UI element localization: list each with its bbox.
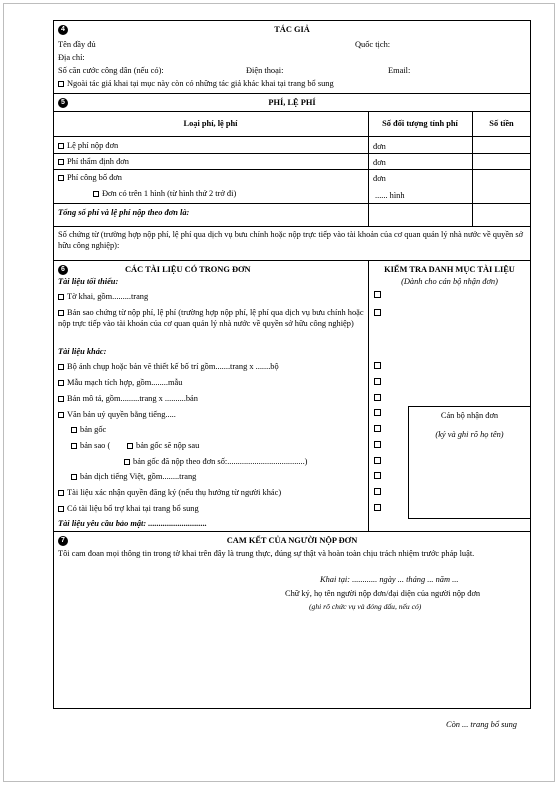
doc-label: Tờ khai, gồm.........trang: [67, 292, 149, 301]
section-7-title: CAM KẾT CỦA NGƯỜI NỘP ĐƠN: [226, 536, 358, 545]
fee-row-label: Phí công bố đơn: [67, 173, 122, 182]
applicant-signature-label: Chữ ký, họ tên người nộp đơn/đại diện của người nộp đơn: [285, 589, 481, 598]
fee-row-examination[interactable]: [58, 157, 129, 167]
doc-photos-checkbox[interactable]: [58, 364, 64, 370]
section-4-number: 4: [58, 24, 68, 35]
divider: [53, 260, 531, 261]
divider: [53, 531, 531, 532]
fee-row-label: Đơn có trên 1 hình (từ hình thứ 2 trở đi): [102, 189, 237, 198]
doc-description-checkbox[interactable]: [58, 396, 64, 402]
doc-copy-checkbox[interactable]: [71, 443, 77, 449]
check-description-checkbox[interactable]: [374, 394, 381, 401]
doc-photos[interactable]: [58, 362, 279, 372]
fee-row-unit: đơn: [373, 174, 386, 183]
divider: [53, 169, 531, 170]
doc-translation[interactable]: [71, 472, 196, 482]
document-check-title: KIỂM TRA DANH MỤC TÀI LIỆU: [384, 265, 515, 274]
section-7-number: 7: [58, 535, 68, 546]
check-copy-filed-checkbox[interactable]: [374, 457, 381, 464]
fee-row-publication[interactable]: [58, 173, 122, 183]
fee-row-unit: đơn: [373, 158, 386, 167]
section-5-number: 5: [58, 97, 68, 108]
doc-label: Bộ ảnh chụp hoặc bản vẽ thiết kế bố trí gồm.......trang x .......bộ: [67, 362, 279, 371]
declared-at-field[interactable]: Khai tại: ............ ngày ... tháng ... năm ...: [320, 575, 459, 584]
author-full-name-field[interactable]: Tên đầy đủ: [58, 40, 96, 49]
doc-original-checkbox[interactable]: [71, 427, 77, 433]
check-original-checkbox[interactable]: [374, 425, 381, 432]
doc-ownership[interactable]: [58, 488, 281, 498]
section-6-number: 6: [58, 264, 68, 275]
author-id-field[interactable]: Số căn cước công dân (nếu có):: [58, 66, 164, 75]
doc-supplement[interactable]: [58, 504, 199, 514]
doc-label: bản dịch tiếng Việt, gồm........trang: [80, 472, 197, 481]
confidential-documents-field[interactable]: Tài liệu yêu cầu bảo mật: ............................: [58, 519, 207, 528]
doc-declaration[interactable]: [58, 292, 148, 302]
doc-copy-filed[interactable]: [124, 457, 307, 467]
fee-count-header: Số đối tượng tính phí: [382, 119, 458, 128]
divider: [53, 203, 531, 204]
fee-publication-checkbox[interactable]: [58, 175, 64, 181]
documents-column-divider: [368, 260, 369, 531]
check-fee-receipt-checkbox[interactable]: [374, 309, 381, 316]
doc-label: bản gốc sẽ nộp sau: [136, 441, 200, 450]
doc-ic-sample[interactable]: [58, 378, 182, 388]
fee-row-unit: ...... hình: [375, 191, 405, 200]
doc-declaration-checkbox[interactable]: [58, 294, 64, 300]
doc-label: Có tài liệu bổ trợ khai tại trang bổ sung: [67, 504, 199, 513]
divider: [53, 226, 531, 227]
fee-total-label: Tổng số phí và lệ phí nộp theo đơn là:: [58, 208, 190, 217]
doc-description[interactable]: [58, 394, 198, 404]
doc-authorization[interactable]: [58, 410, 176, 420]
section-6-title: CÁC TÀI LIỆU CÓ TRONG ĐƠN: [125, 265, 251, 274]
doc-supplement-checkbox[interactable]: [58, 506, 64, 512]
other-documents-label: Tài liệu khác:: [58, 347, 107, 356]
doc-translation-checkbox[interactable]: [71, 474, 77, 480]
check-translation-checkbox[interactable]: [374, 472, 381, 479]
doc-authorization-checkbox[interactable]: [58, 412, 64, 418]
fee-row-extra-images[interactable]: [93, 189, 236, 199]
doc-label: Mẫu mạch tích hợp, gồm........mẫu: [67, 378, 183, 387]
check-supplement-checkbox[interactable]: [374, 504, 381, 511]
doc-fee-receipt-checkbox[interactable]: [58, 310, 64, 316]
author-nationality-field[interactable]: Quốc tịch:: [355, 40, 391, 49]
doc-original[interactable]: [71, 425, 106, 435]
doc-ic-sample-checkbox[interactable]: [58, 380, 64, 386]
fee-extra-images-checkbox[interactable]: [93, 191, 99, 197]
receipt-number-field[interactable]: Số chứng từ (trường hợp nộp phí, lệ phí qua dịch vụ bưu chính hoặc nộp trực tiếp vào tài khoản của cơ quan quản lý nhà nước về quyền sở hữu công nghiệp):: [58, 230, 524, 250]
fee-row-label: Lệ phí nộp đơn: [67, 141, 119, 150]
author-phone-field[interactable]: Điện thoại:: [246, 66, 284, 75]
other-authors-checkbox[interactable]: [58, 81, 64, 87]
fee-row-label: Phí thẩm định đơn: [67, 157, 129, 166]
doc-copy-later[interactable]: [127, 441, 199, 451]
doc-label: Bản sao chứng từ nộp phí, lệ phí (trường hợp nộp phí, lệ phí qua dịch vụ bưu chính hoặc nộp trực tiếp vào tài khoản của cơ quan quản lý nhà nước về quyền sở hữu công nghiệp): [58, 308, 364, 328]
check-photos-checkbox[interactable]: [374, 362, 381, 369]
divider: [53, 93, 531, 94]
signature-note: (ghi rõ chức vụ và đóng dấu, nếu có): [309, 602, 422, 611]
other-authors-option[interactable]: [58, 79, 334, 89]
doc-copy-later-checkbox[interactable]: [127, 443, 133, 449]
check-ic-sample-checkbox[interactable]: [374, 378, 381, 385]
check-declaration-checkbox[interactable]: [374, 291, 381, 298]
receiving-officer-label: Cán bộ nhận đơn: [440, 411, 499, 420]
section-5-title: PHÍ, LỆ PHÍ: [268, 98, 316, 107]
minimum-documents-label: Tài liệu tối thiểu:: [58, 277, 119, 286]
fee-amount-header: Số tiền: [489, 119, 514, 128]
fee-filing-checkbox[interactable]: [58, 143, 64, 149]
doc-label: bản sao (: [80, 441, 111, 450]
supplement-pages-note: Còn ... trang bổ sung: [446, 720, 517, 729]
section-4-title: TÁC GIẢ: [274, 25, 310, 34]
doc-label: bản gốc: [80, 425, 107, 434]
fee-row-unit: đơn: [373, 142, 386, 151]
author-address-field[interactable]: Địa chỉ:: [58, 53, 85, 62]
doc-fee-receipt[interactable]: [58, 308, 364, 329]
other-authors-label: Ngoài tác giả khai tại mục này còn có những tác giả khác khai tại trang bổ sung: [67, 79, 334, 88]
doc-ownership-checkbox[interactable]: [58, 490, 64, 496]
check-ownership-checkbox[interactable]: [374, 488, 381, 495]
receiving-officer-sign-note: (ký và ghi rõ họ tên): [435, 430, 504, 439]
doc-label: Văn bản uỷ quyền bằng tiếng.....: [67, 410, 176, 419]
divider: [53, 153, 531, 154]
divider: [53, 136, 531, 137]
check-authorization-checkbox[interactable]: [374, 409, 381, 416]
doc-copy-filed-checkbox[interactable]: [124, 459, 130, 465]
doc-copy[interactable]: [71, 441, 110, 451]
fee-examination-checkbox[interactable]: [58, 159, 64, 165]
doc-label: Tài liệu xác nhận quyền đăng ký (nếu thụ hưởng từ người khác): [67, 488, 282, 497]
check-copy-checkbox[interactable]: [374, 441, 381, 448]
doc-label: bản gốc đã nộp theo đơn số:.....................................): [133, 457, 308, 466]
commitment-statement: Tôi cam đoan mọi thông tin trong tờ khai trên đây là trung thực, đúng sự thật và hoàn toàn chịu trách nhiệm trước pháp luật.: [58, 549, 475, 558]
document-check-subtitle: (Dành cho cán bộ nhận đơn): [401, 277, 498, 286]
divider: [53, 111, 531, 112]
receiving-officer-box: [408, 406, 531, 519]
fee-type-header: Loại phí, lệ phí: [183, 119, 238, 128]
author-email-field[interactable]: Email:: [388, 66, 411, 75]
doc-label: Bản mô tả, gồm.........trang x ..........bản: [67, 394, 198, 403]
fee-row-filing[interactable]: [58, 141, 118, 151]
